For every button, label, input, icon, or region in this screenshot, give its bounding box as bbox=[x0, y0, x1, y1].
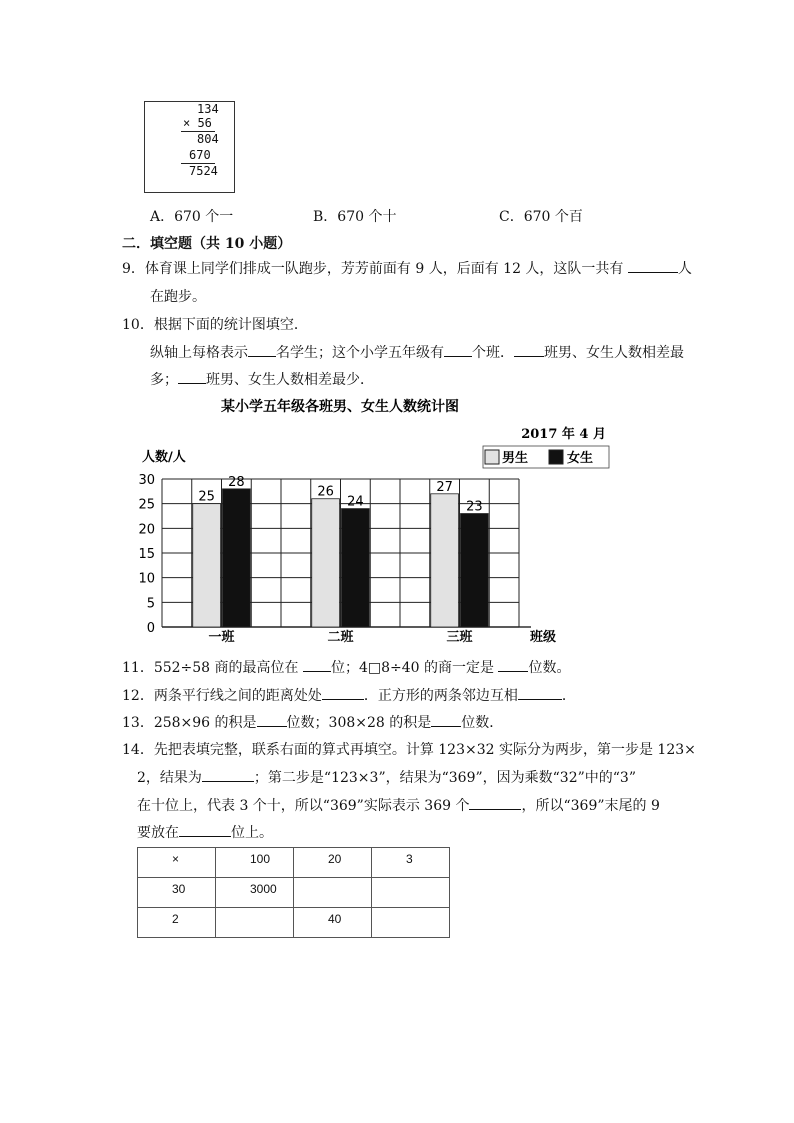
question-10-title: 10．根据下面的统计图填空． bbox=[122, 317, 308, 333]
chart-x-categories bbox=[208, 630, 473, 645]
q14-blank-2 bbox=[469, 795, 521, 810]
table-cell-input[interactable] bbox=[372, 908, 450, 938]
x-axis-label: 班级 bbox=[530, 630, 557, 645]
table-cell bbox=[294, 848, 372, 878]
q14-text-e: 要放在 bbox=[137, 825, 179, 841]
q11-blank-1 bbox=[303, 657, 331, 672]
table-cell-input[interactable] bbox=[294, 878, 372, 908]
mult-line-4: 670 bbox=[189, 148, 211, 162]
bar-girls bbox=[342, 509, 370, 627]
bar-boys bbox=[312, 499, 340, 627]
data-label-girls: 23 bbox=[466, 499, 483, 515]
q13-text-b: 位数；308×28 的积是 bbox=[286, 715, 432, 731]
q10-text-c: 个班． bbox=[472, 345, 514, 361]
table-cell-text bbox=[372, 878, 449, 882]
table-row bbox=[138, 908, 450, 938]
section-title: 二．填空题（共 10 小题） bbox=[122, 236, 292, 252]
q12-blank-1 bbox=[322, 685, 364, 700]
question-14-line-4 bbox=[137, 822, 273, 844]
x-category-label: 二班 bbox=[327, 630, 354, 645]
table-cell bbox=[138, 908, 216, 938]
x-category-label: 三班 bbox=[446, 630, 473, 645]
q12-blank-2 bbox=[518, 685, 562, 700]
multiplication-table bbox=[137, 847, 450, 938]
data-label-boys: 26 bbox=[317, 484, 334, 500]
table-row bbox=[138, 848, 450, 878]
y-tick-label: 25 bbox=[138, 497, 155, 513]
table-cell-text: 3 bbox=[406, 852, 413, 866]
mult-line-1: 134 bbox=[197, 102, 219, 116]
bar-boys bbox=[193, 504, 221, 627]
legend-label-girls: 女生 bbox=[567, 451, 594, 466]
table-cell-input[interactable] bbox=[372, 878, 450, 908]
q10-text-b: 名学生；这个小学五年级有 bbox=[276, 345, 444, 361]
q11-text-b: 位；4□8÷40 的商一定是 bbox=[330, 660, 495, 676]
q10-text-d: 班男、女生人数相差最 bbox=[544, 345, 684, 361]
data-label-girls: 24 bbox=[347, 494, 364, 510]
legend-swatch-boys bbox=[485, 450, 499, 464]
q9-text-1: 9．体育课上同学们排成一队跑步，芳芳前面有 9 人，后面有 12 人，这队一共有 bbox=[122, 261, 624, 277]
option-b: B．670 个十 bbox=[313, 209, 397, 225]
question-12 bbox=[122, 685, 576, 707]
q10-blank-3 bbox=[514, 342, 544, 357]
q13-text-a: 13．258×96 的积是 bbox=[122, 715, 257, 731]
table-cell-text: 40 bbox=[328, 912, 342, 926]
table-cell-text: 100 bbox=[250, 852, 271, 866]
legend-swatch-girls bbox=[549, 450, 563, 464]
question-13 bbox=[122, 712, 503, 734]
question-14-line-1: 14．先把表填完整，联系右面的算式再填空。计算 123×32 实际分为两步，第一步是 123× bbox=[122, 742, 696, 758]
q10-blank-4 bbox=[178, 369, 206, 384]
table-cell bbox=[138, 848, 216, 878]
y-tick-label: 30 bbox=[138, 473, 155, 488]
data-label-boys: 27 bbox=[436, 479, 453, 495]
q14-text-b: ；第二步是“123×3”，结果为“369”，因为乘数“32”中的“3” bbox=[253, 770, 636, 786]
chart-y-ticks bbox=[138, 473, 155, 636]
y-axis-label: 人数/人 bbox=[142, 450, 186, 465]
table-cell-text: 2 bbox=[172, 912, 179, 926]
q10-text-e: 多； bbox=[150, 372, 178, 388]
table-cell-text bbox=[216, 908, 293, 912]
bar-girls bbox=[461, 514, 489, 627]
table-cell-text bbox=[372, 908, 449, 912]
table-cell-text: 3000 bbox=[250, 882, 277, 896]
q11-text-c: 位数。 bbox=[528, 660, 571, 676]
table-cell bbox=[216, 878, 294, 908]
q9-blank bbox=[628, 258, 678, 273]
q11-blank-2 bbox=[498, 657, 528, 672]
x-category-label: 一班 bbox=[208, 630, 235, 645]
table-cell-input[interactable] bbox=[216, 908, 294, 938]
y-tick-label: 5 bbox=[146, 596, 155, 612]
q12-text-b: ．正方形的两条邻边互相 bbox=[363, 688, 518, 704]
q13-blank-1 bbox=[257, 712, 287, 727]
chart-date: 2017 年 4 月 bbox=[521, 427, 606, 442]
y-tick-label: 15 bbox=[138, 547, 155, 562]
q14-text-d: ，所以“369”末尾的 9 bbox=[521, 798, 660, 814]
q10-line-1 bbox=[150, 342, 684, 364]
data-label-boys: 25 bbox=[198, 489, 215, 505]
q10-blank-2 bbox=[444, 342, 472, 357]
y-tick-label: 10 bbox=[138, 571, 155, 587]
q13-blank-2 bbox=[431, 712, 461, 727]
table-cell-text: 30 bbox=[172, 882, 186, 896]
q12-text-c: ． bbox=[561, 688, 576, 704]
question-11 bbox=[122, 657, 570, 679]
q13-text-c: 位数． bbox=[461, 715, 504, 731]
table-cell-text: × bbox=[172, 852, 180, 866]
legend-label-boys: 男生 bbox=[502, 451, 529, 466]
q10-blank-1 bbox=[248, 342, 276, 357]
q14-text-a: 2，结果为 bbox=[137, 770, 202, 786]
q14-text-f: 位上。 bbox=[231, 825, 273, 841]
q11-text-a: 11．552÷58 商的最高位在 bbox=[122, 660, 299, 676]
question-9 bbox=[122, 258, 692, 280]
question-14-line-3 bbox=[137, 795, 660, 817]
table-cell-text bbox=[294, 878, 371, 882]
q10-text-f: 班男、女生人数相差最少． bbox=[206, 372, 374, 388]
question-14-line-2 bbox=[137, 767, 636, 789]
bar-girls bbox=[223, 489, 251, 627]
q14-text-c: 在十位上，代表 3 个十，所以“369”实际表示 369 个 bbox=[137, 798, 470, 814]
chart-title: 某小学五年级各班男、女生人数统计图 bbox=[221, 399, 459, 415]
q12-text-a: 12．两条平行线之间的距离处处 bbox=[122, 688, 322, 704]
table-cell bbox=[294, 908, 372, 938]
y-tick-label: 20 bbox=[138, 522, 155, 538]
option-c: C．670 个百 bbox=[499, 209, 583, 225]
q10-line-2 bbox=[150, 369, 374, 391]
table-row bbox=[138, 878, 450, 908]
q10-text-a: 纵轴上每格表示 bbox=[150, 345, 248, 361]
table-cell bbox=[372, 848, 450, 878]
multiplication-figure bbox=[144, 101, 235, 193]
table-cell bbox=[138, 878, 216, 908]
data-label-girls: 28 bbox=[228, 474, 245, 490]
mult-line-5: 7524 bbox=[189, 164, 218, 178]
table-cell bbox=[216, 848, 294, 878]
bar-chart bbox=[128, 393, 618, 651]
mult-line-2: × 56 bbox=[183, 116, 212, 130]
q14-blank-3 bbox=[179, 822, 231, 837]
q9-text-3: 在跑步。 bbox=[150, 289, 206, 305]
q14-blank-1 bbox=[202, 767, 254, 782]
mult-line-3: 804 bbox=[197, 132, 219, 146]
q9-text-2: 人 bbox=[677, 261, 692, 277]
bar-boys bbox=[431, 494, 459, 627]
table-cell-text: 20 bbox=[328, 852, 342, 866]
y-tick-label: 0 bbox=[146, 621, 155, 636]
option-a: A．670 个一 bbox=[150, 209, 234, 225]
